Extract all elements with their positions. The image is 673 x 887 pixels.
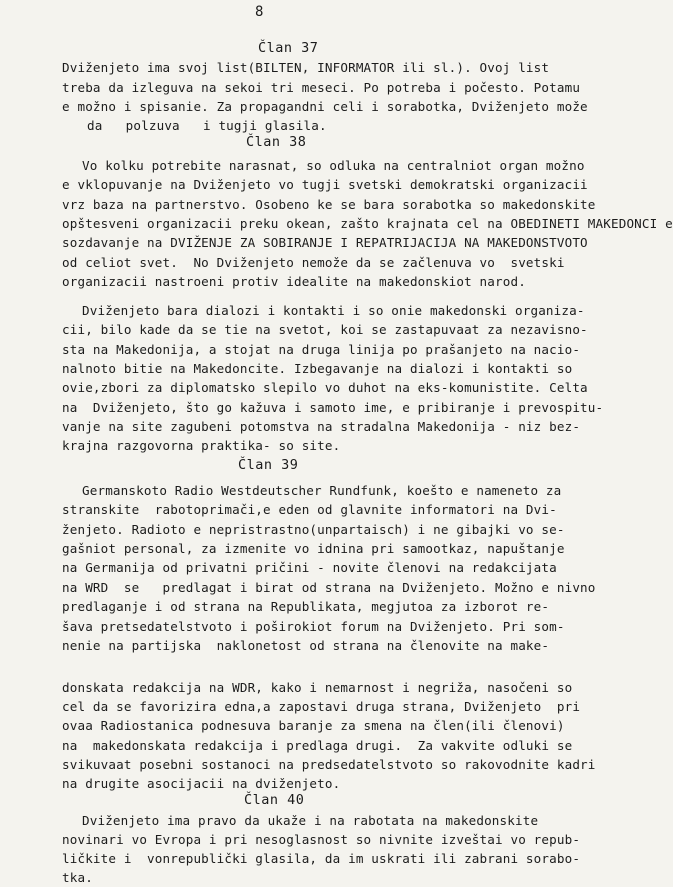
- text-line: da polzuva i tugji glasila.: [87, 118, 327, 133]
- text-line: sta na Makedonija, a stojat na druga linija po prašanjeto na nacio-: [62, 342, 581, 357]
- text-line: krajna razgovorna praktika- so site.: [62, 438, 341, 453]
- text-line: vrz baza na partnerstvo. Osobeno ke se bara sorabotka so makedonskite: [62, 197, 596, 212]
- text-line: nalnoto bitie na Makedoncite. Izbegavanje na dialozi i kontakti so: [62, 361, 573, 376]
- text-line: gašniot personal, za izmenite vo idnina pri samootkaz, napuštanje: [62, 541, 565, 556]
- text-line: tka.: [62, 870, 93, 885]
- text-line: na drugite asocijacii na dviženjeto.: [62, 776, 341, 791]
- text-line: organizacii nastroeni protiv idealite na makedonskiot narod.: [62, 274, 526, 289]
- text-line: šava pretsedatelstvoto i poširokiot forum na Dviženjeto. Pri som-: [62, 619, 565, 634]
- text-line: Dviženjeto bara dialozi i kontakti i so onie makedonski organiza-: [82, 303, 585, 318]
- text-line: opštesveni organizacii preku okean, zašto krajnata cel na OBEDINETI MAKEDONCI e: [62, 216, 673, 231]
- text-line: nenie na partijska naklonetost od strana na členovite na make-: [62, 638, 550, 653]
- text-line: predlaganje i od strana na Republikata, megjutoa za izborot re-: [62, 599, 550, 614]
- text-line: ženjeto. Radioto e nepristrastno(unpartaisch) i ne gibajki vo se-: [62, 522, 565, 537]
- text-line: vanje na site zagubeni potomstva na stradalna Makedonija - niz bez-: [62, 419, 581, 434]
- text-line: cel da se favorizira edna,a zapostavi druga strana, Dviženjeto pri: [62, 699, 581, 714]
- text-line: na WRD se predlagat i birat od strana na Dviženjeto. Možno e nivno: [62, 580, 596, 595]
- text-line: Germanskoto Radio Westdeutscher Rundfunk, koešto e nameneto za: [82, 483, 562, 498]
- page-number: 8: [255, 4, 264, 20]
- text-line: na makedonskata redakcija i predlaga drugi. Za vakvite odluki se: [62, 738, 573, 753]
- text-line: svikuvaat posebni sostanoci na predsedatelstvoto so rakovodnite kadri: [62, 757, 596, 772]
- text-line: e vklopuvanje na Dviženjeto vo tugji svetski demokratski organizacii: [62, 177, 588, 192]
- text-line: ovaa Radiostanica podnesuva baranje za smena na člen(ili členovi): [62, 718, 565, 733]
- text-line: od celiot svet. No Dviženjeto nemože da se začlenuva vo svetski: [62, 255, 565, 270]
- text-line: Dviženjeto ima pravo da ukaže i na rabotata na makedonskite: [82, 813, 539, 828]
- text-line: donskata redakcija na WDR, kako i nemarnost i negriža, nasočeni so: [62, 680, 573, 695]
- text-line: novinari vo Evropa i pri nesoglasnost so nivnite izveštai vo repub-: [62, 832, 581, 847]
- text-line: na Germanija od privatni pričini - novite členovi na redakcijata: [62, 560, 557, 575]
- text-line: stranskite rabotoprimači,e eden od glavnite informatori na Dvi-: [62, 502, 557, 517]
- text-line: Vo kolku potrebite narasnat, so odluka na centralniot organ možno: [82, 158, 585, 173]
- article-heading-38: Član 38: [246, 134, 307, 150]
- text-line: ličkite i vonrepublički glasila, da im uskrati ili zabrani sorabo-: [62, 851, 581, 866]
- text-line: e možno i spisanie. Za propagandni celi i sorabotka, Dviženjeto može: [62, 99, 588, 114]
- text-line: sozdavanje na DVIŽENJE ZA SOBIRANJE I REPATRIJACIJA NA MAKEDONSTVOTO: [62, 235, 588, 250]
- text-line: Dviženjeto ima svoj list(BILTEN, INFORMATOR ili sl.). Ovoj list: [62, 60, 550, 75]
- text-line: treba da izleguva na sekoi tri meseci. Po potreba i počesto. Potamu: [62, 80, 581, 95]
- article-heading-40: Član 40: [244, 792, 305, 808]
- article-heading-39: Član 39: [238, 457, 299, 473]
- text-line: ovie,zbori za diplomatsko slepilo vo duhot na eks-komunistite. Celta: [62, 380, 588, 395]
- article-heading-37: Član 37: [258, 40, 319, 56]
- text-line: cii, bilo kade da se tie na svetot, koi se zastapuvaat za nezavisno-: [62, 322, 588, 337]
- text-line: na Dviženjeto, što go kažuva i samoto ime, e pribiranje i prevospitu-: [62, 400, 604, 415]
